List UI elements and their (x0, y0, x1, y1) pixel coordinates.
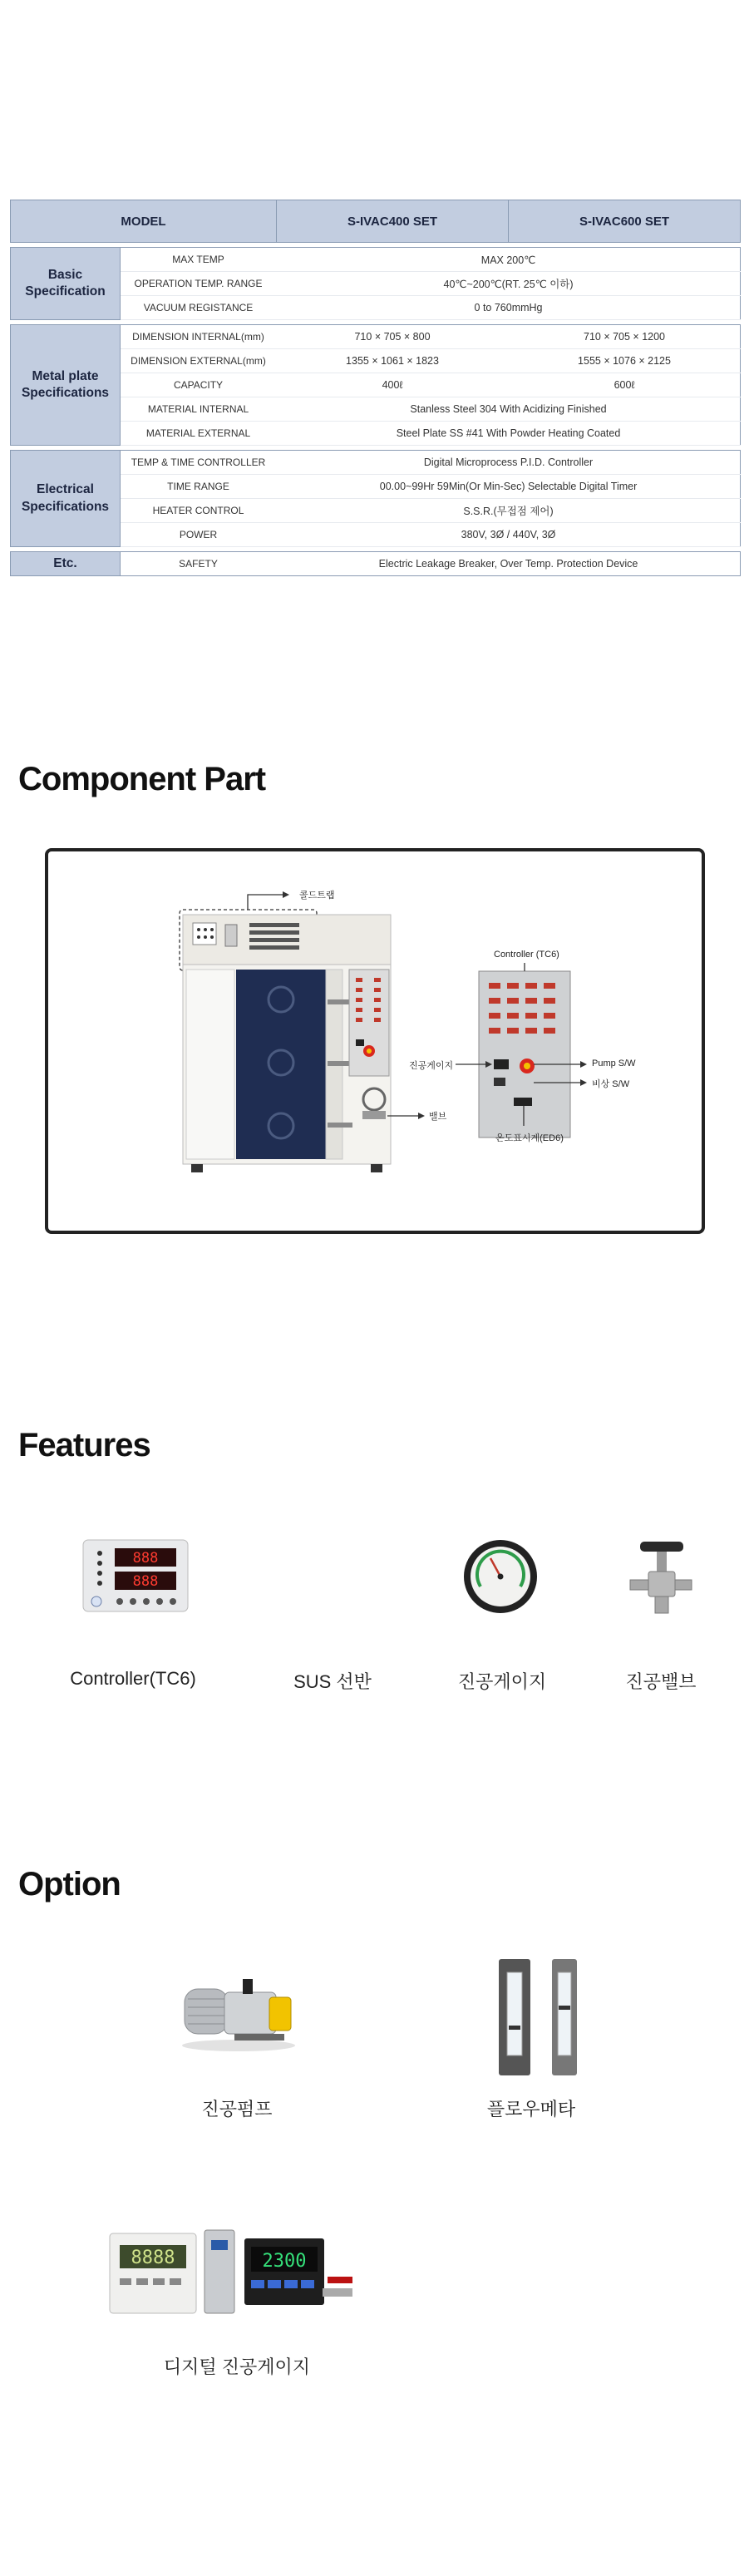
feature-label: Controller(TC6) (70, 1668, 196, 1689)
table-row (11, 475, 741, 499)
table-row (11, 451, 741, 475)
row-value: Stanless Steel 304 With Acidizing Finished (277, 397, 741, 422)
row-label: OPERATION TEMP. RANGE (121, 272, 277, 296)
gauge-readout-1: 8888 (131, 2248, 175, 2268)
option-title: Option (18, 1866, 121, 1902)
option-label: 진공펌프 (201, 2099, 273, 2120)
row-value-col2: 1555 × 1076 × 2125 (509, 349, 741, 373)
table-row (11, 325, 741, 349)
row-value-col2: 710 × 705 × 1200 (509, 325, 741, 349)
pump-switch-callout: Pump S/W (592, 1059, 636, 1068)
table-row (11, 248, 741, 272)
component-part-title: Component Part (18, 761, 266, 797)
table-row (11, 523, 741, 547)
feature-label: SUS 선반 (293, 1671, 372, 1692)
spec-table-header-row (11, 200, 741, 243)
row-label: DIMENSION INTERNAL(mm) (121, 325, 277, 349)
row-value: 00.00~99Hr 59Min(Or Min-Sec) Selectable Digital Timer (277, 475, 741, 499)
row-value: S.S.R.(무접점 제어) (277, 499, 741, 523)
model-col2-header: S-IVAC600 SET (509, 200, 741, 243)
feature-label: 진공밸브 (625, 1671, 697, 1692)
gauge-readout-2: 2300 (262, 2251, 307, 2272)
features-title: Features (18, 1427, 150, 1463)
row-value-col2: 600ℓ (509, 373, 741, 397)
row-value: 380V, 3Ø / 440V, 3Ø (277, 523, 741, 547)
row-label: DIMENSION EXTERNAL(mm) (121, 349, 277, 373)
cold-trap-callout: 콜드트랩 (299, 891, 335, 901)
category-basic: Basic Specification (11, 248, 121, 320)
row-label: MATERIAL INTERNAL (121, 397, 277, 422)
row-value: 40℃~200℃(RT. 25℃ 이하) (277, 272, 741, 296)
row-label: SAFETY (121, 552, 277, 576)
vacuum-oven-illustration (48, 851, 702, 1231)
category-etc: Etc. (11, 552, 121, 576)
row-value: 0 to 760mmHg (277, 296, 741, 320)
emergency-switch-callout: 비상 S/W (592, 1079, 630, 1089)
model-header: MODEL (11, 200, 277, 243)
row-label: MAX TEMP (121, 248, 277, 272)
spec-table (10, 200, 741, 576)
row-label: HEATER CONTROL (121, 499, 277, 523)
row-label: VACUUM REGISTANCE (121, 296, 277, 320)
row-value: Electric Leakage Breaker, Over Temp. Protection Device (277, 552, 741, 576)
table-row (11, 296, 741, 320)
row-value-col1: 400ℓ (277, 373, 509, 397)
category-electrical: Electrical Specifications (11, 451, 121, 547)
model-col1-header: S-IVAC400 SET (277, 200, 509, 243)
row-value: Steel Plate SS #41 With Powder Heating Coated (277, 422, 741, 446)
row-label: TIME RANGE (121, 475, 277, 499)
svg-text:888: 888 (132, 1573, 159, 1590)
row-value-col1: 1355 × 1061 × 1823 (277, 349, 509, 373)
option-label: 플로우메타 (486, 2099, 576, 2120)
table-row (11, 349, 741, 373)
component-diagram (45, 848, 705, 1234)
row-label: MATERIAL EXTERNAL (121, 422, 277, 446)
feature-label: 진공게이지 (457, 1671, 547, 1692)
category-metal-plate: Metal plate Specifications (11, 325, 121, 446)
vacuum-pump-image (176, 1964, 301, 2055)
row-value: MAX 200℃ (277, 248, 741, 272)
digital-vacuum-gauge-image (108, 2228, 357, 2320)
temp-meter-callout: 온도표시계(ED6) (495, 1133, 564, 1143)
vacuum-gauge-callout: 진공게이지 (409, 1061, 454, 1071)
row-label: TEMP & TIME CONTROLLER (121, 451, 277, 475)
row-value-col1: 710 × 705 × 800 (277, 325, 509, 349)
flowmeter-image (492, 1956, 592, 2080)
table-row (11, 552, 741, 576)
svg-text:888: 888 (132, 1550, 159, 1567)
vacuum-valve-image (625, 1537, 697, 1620)
valve-callout: 밸브 (429, 1112, 447, 1122)
table-row (11, 272, 741, 296)
table-row (11, 499, 741, 523)
row-label: CAPACITY (121, 373, 277, 397)
table-row (11, 397, 741, 422)
table-row (11, 422, 741, 446)
controller-callout: Controller (TC6) (494, 950, 559, 960)
controller-tc6-image (81, 1538, 190, 1613)
row-label: POWER (121, 523, 277, 547)
vacuum-gauge-image (462, 1538, 539, 1615)
row-value: Digital Microprocess P.I.D. Controller (277, 451, 741, 475)
table-row (11, 373, 741, 397)
option-label: 디지털 진공게이지 (163, 2356, 311, 2377)
